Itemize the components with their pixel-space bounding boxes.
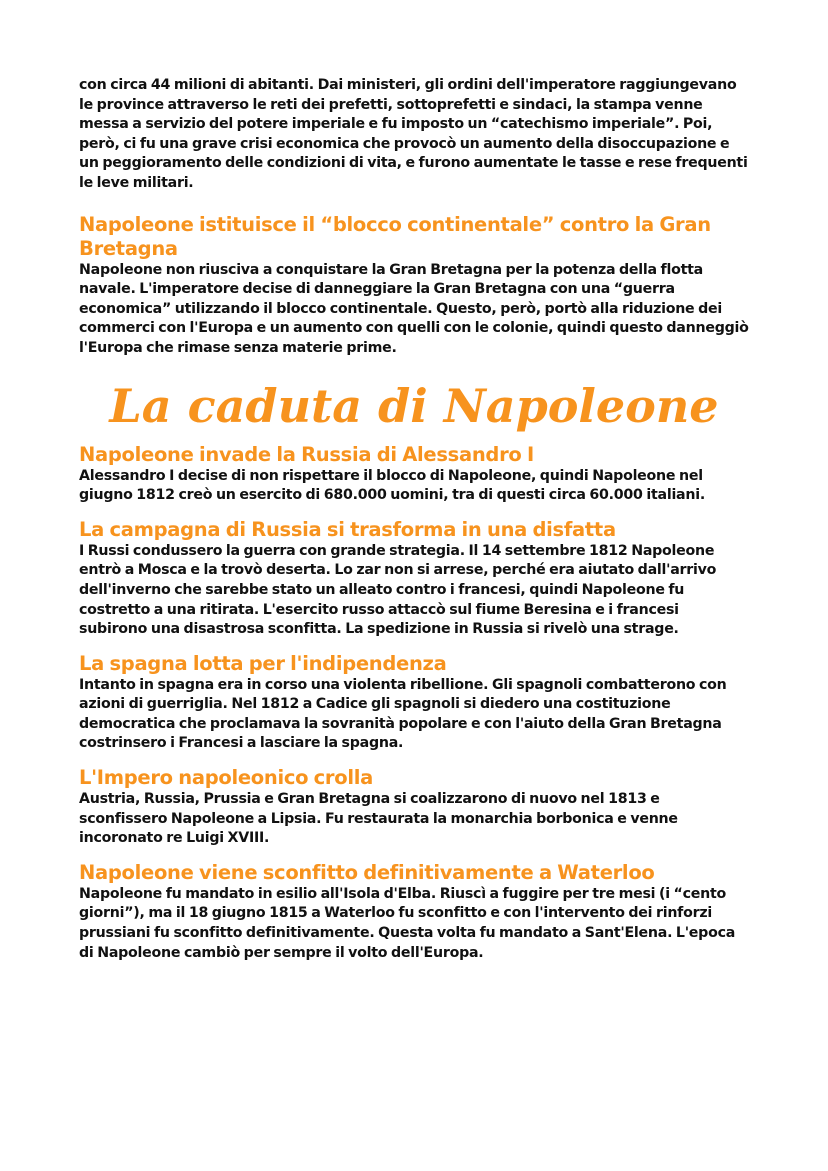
section-heading: Napoleone istituisce il “blocco continentale” contro la Gran Bretagna [79,212,711,260]
section-body: I Russi condussero la guerra con grande strategia. Il 14 settembre 1812 Napoleone entrò a Mosca e la trovò deserta. Lo zar non si arrese, perché era aiutato dall'arrivo dell'inverno che sarebbe stato un alleato contro i francesi, quindi Napoleone fu costretto a una ritirata. L'esercito russo attaccò sul fiume Beresina e i francesi subirono una disastrosa sconfitta. La spedizione in Russia si rivelò una strage. [79,542,717,638]
section-body: Alessandro I decise di non rispettare il blocco di Napoleone, quindi Napoleone nel giugno 1812 creò un esercito di 680.000 uomini, tra di questi circa 60.000 italiani. [79,467,705,504]
section-body: Napoleone non riusciva a conquistare la Gran Bretagna per la potenza della flotta navale. L'imperatore decise di danneggiare la Gran Bretagna con una “guerra economica” utilizzando il blocco continentale. Questo, però, portò alla riduzione dei commerci con l'Europa e un aumento con quelli con le colonie, quindi questo danneggiò l'Europa che rimase senza materie prime. [79,261,749,356]
chapter-title: La caduta di Napoleone [109,378,719,433]
section-waterloo [79,861,749,963]
section-impero-crolla [79,766,749,849]
section-invasione-russia [79,443,749,506]
section-heading: Napoleone invade la Russia di Alessandro I [79,442,534,466]
section-spagna [79,652,749,754]
section-campagna-russia [79,518,749,640]
section-heading: L'Impero napoleonico crolla [79,766,373,790]
section-heading: La campagna di Russia si trasforma in una disfatta [79,517,616,541]
section-body: Napoleone fu mandato in esilio all'Isola d'Elba. Riuscì a fuggire per tre mesi (i “cento giorni”), ma il 18 giugno 1815 a Waterloo fu sconfitto e con l'intervento dei rinforzi prussiani fu sconfitto definitivamente. Questa volta fu mandato a Sant'Elena. L'epoca di Napoleone cambiò per sempre il volto dell'Europa. [79,885,736,961]
section-body: Intanto in spagna era in corso una violenta ribellione. Gli spagnoli combatterono con azioni di guerriglia. Nel 1812 a Cadice gli spagnoli si diedero una costituzione democratica che proclamava la sovranità popolare e con l'aiuto della Gran Bretagna costrinsero i Francesi a lasciare la spagna. [79,676,727,752]
document-page [79,76,749,963]
section-heading: La spagna lotta per l'indipendenza [79,651,447,675]
section-body: Austria, Russia, Prussia e Gran Bretagna si coalizzarono di nuovo nel 1813 e sconfissero Napoleone a Lipsia. Fu restaurata la monarchia borbonica e venne incoronato re Luigi XVIII. [79,791,678,847]
intro-paragraph: con circa 44 milioni di abitanti. Dai ministeri, gli ordini dell'imperatore raggiungevano le province attraverso le reti dei prefetti, sottoprefetti e sindaci, la stampa venne messa a servizio del potere imperiale e fu imposto un “catechismo imperiale”. Poi, però, ci fu una grave crisi economica che provocò un aumento della disoccupazione e un peggioramento delle condizioni di vita, e furono aumentate le tasse e rese frequenti le leve militari. [79,77,748,191]
section-heading: Napoleone viene sconfitto definitivamente a Waterloo [79,860,655,884]
section-blocco-continentale [79,213,749,359]
